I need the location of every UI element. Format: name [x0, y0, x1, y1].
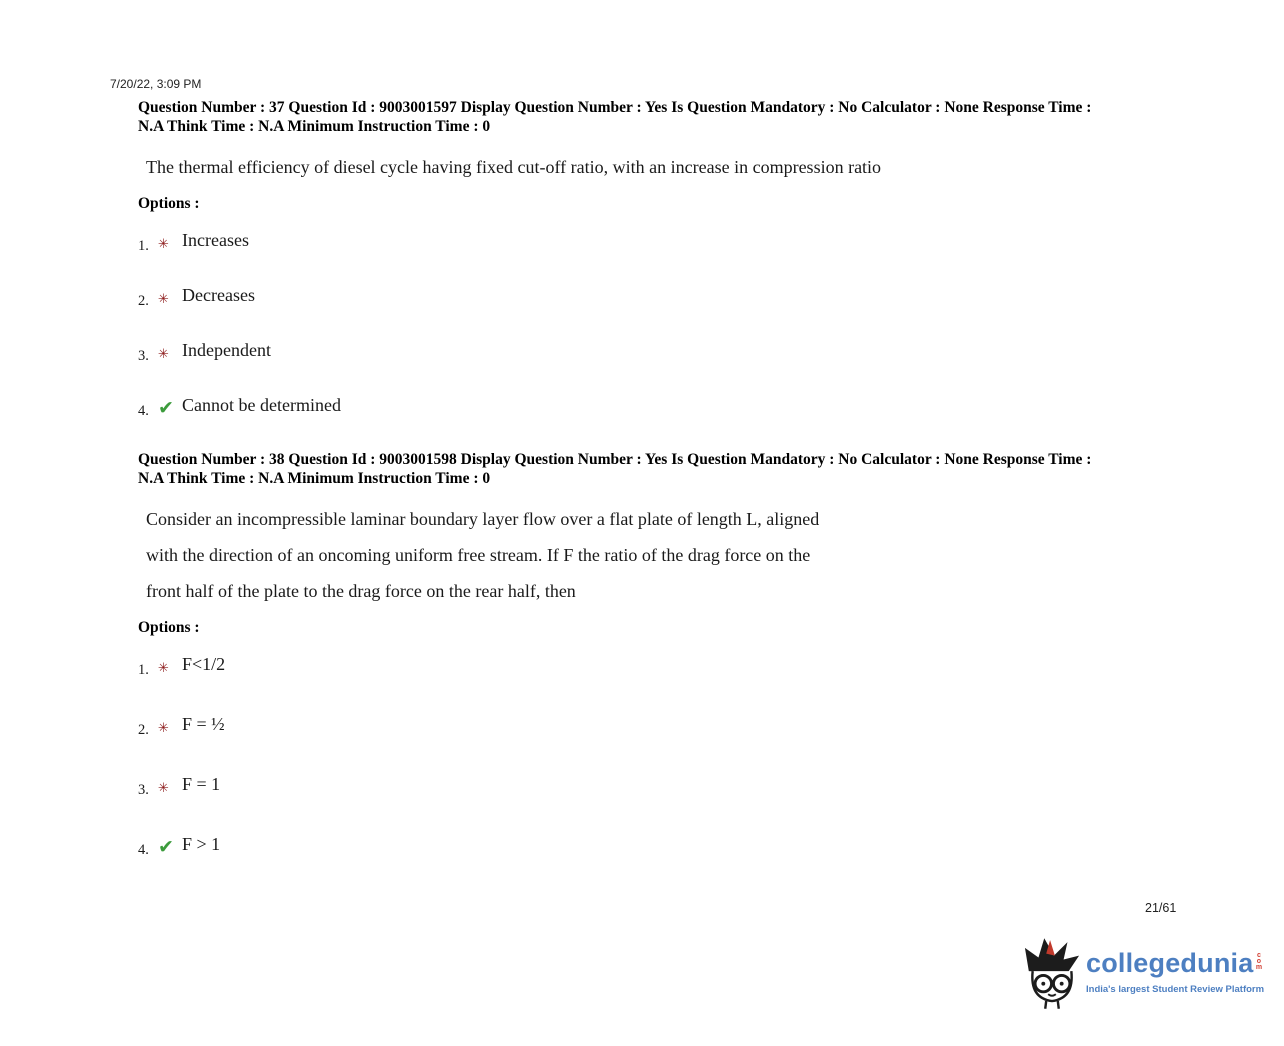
question-37-header-line-2: N.A Think Time : N.A Minimum Instruction Time : 0: [138, 117, 491, 135]
question-38-header: [138, 451, 1156, 488]
option-text: F = 1: [182, 774, 221, 794]
wrong-answer-icon: ✳: [158, 292, 169, 307]
option-number: 1.: [138, 238, 149, 254]
option-row: [138, 655, 1156, 679]
option-number: 1.: [138, 662, 149, 678]
option-row: [138, 231, 1156, 255]
option-row: [138, 341, 1156, 365]
option-text: Cannot be determined: [182, 395, 341, 415]
print-timestamp: 7/20/22, 3:09 PM: [110, 77, 202, 91]
wrong-answer-icon: ✳: [158, 237, 169, 252]
question-37-header: [138, 99, 1156, 136]
option-text: F = ½: [182, 714, 225, 734]
question-38-text-line: front half of the plate to the drag force on the rear half, then: [146, 581, 576, 601]
option-row: [138, 286, 1156, 310]
option-number: 3.: [138, 782, 149, 798]
wrong-answer-icon: ✳: [158, 781, 169, 796]
question-38-header-line-2: N.A Think Time : N.A Minimum Instruction Time : 0: [138, 469, 491, 487]
question-37-text: [138, 149, 1156, 185]
question-38-header-line-1: Question Number : 38 Question Id : 9003001598 Display Question Number : Yes Is Question Mandatory : No Calculator : None Response Time :: [138, 451, 1092, 468]
option-number: 4.: [138, 403, 149, 419]
correct-answer-icon: ✔: [158, 397, 174, 419]
option-text: F<1/2: [182, 654, 226, 674]
question-37-header-line-1: Question Number : 37 Question Id : 9003001597 Display Question Number : Yes Is Question Mandatory : No Calculator : None Response Time :: [138, 99, 1092, 116]
option-number: 2.: [138, 722, 149, 738]
options-label: Options :: [138, 619, 200, 636]
option-text: Increases: [182, 230, 249, 250]
question-block-38: [138, 451, 1156, 895]
question-38-text-line: with the direction of an oncoming uniform free stream. If F the ratio of the drag force on the: [146, 545, 811, 565]
question-37-text-line: The thermal efficiency of diesel cycle having fixed cut-off ratio, with an increase in compression ratio: [146, 157, 882, 177]
options-list: [138, 655, 1156, 859]
logo-wordmark: collegedunia: [1086, 948, 1254, 978]
correct-answer-icon: ✔: [158, 836, 174, 858]
logo-com-suffix: com: [1255, 952, 1263, 970]
option-text: Decreases: [182, 285, 255, 305]
option-number: 2.: [138, 293, 149, 309]
options-list: [138, 231, 1156, 420]
wrong-answer-icon: ✳: [158, 721, 169, 736]
question-block-37: [138, 99, 1156, 451]
collegedunia-logo: [1023, 934, 1264, 1017]
option-row: [138, 715, 1156, 739]
mascot-icon: [1023, 934, 1081, 1017]
question-38-text: [138, 501, 1156, 609]
option-number: 3.: [138, 348, 149, 364]
wrong-answer-icon: ✳: [158, 661, 169, 676]
option-text: F > 1: [182, 834, 221, 854]
question-38-text-line: Consider an incompressible laminar boundary layer flow over a flat plate of length L, aligned: [146, 509, 820, 529]
option-text: Independent: [182, 340, 271, 360]
wrong-answer-icon: ✳: [158, 347, 169, 362]
logo-tagline: India's largest Student Review Platform: [1086, 984, 1265, 995]
option-row: [138, 775, 1156, 799]
option-number: 4.: [138, 842, 149, 858]
logo-brand-row: [1086, 950, 1264, 977]
logo-text: [1086, 950, 1264, 995]
page-number: 21/61: [1145, 901, 1177, 915]
option-row: [138, 835, 1156, 859]
option-row: [138, 396, 1156, 420]
options-label: Options :: [138, 195, 200, 212]
